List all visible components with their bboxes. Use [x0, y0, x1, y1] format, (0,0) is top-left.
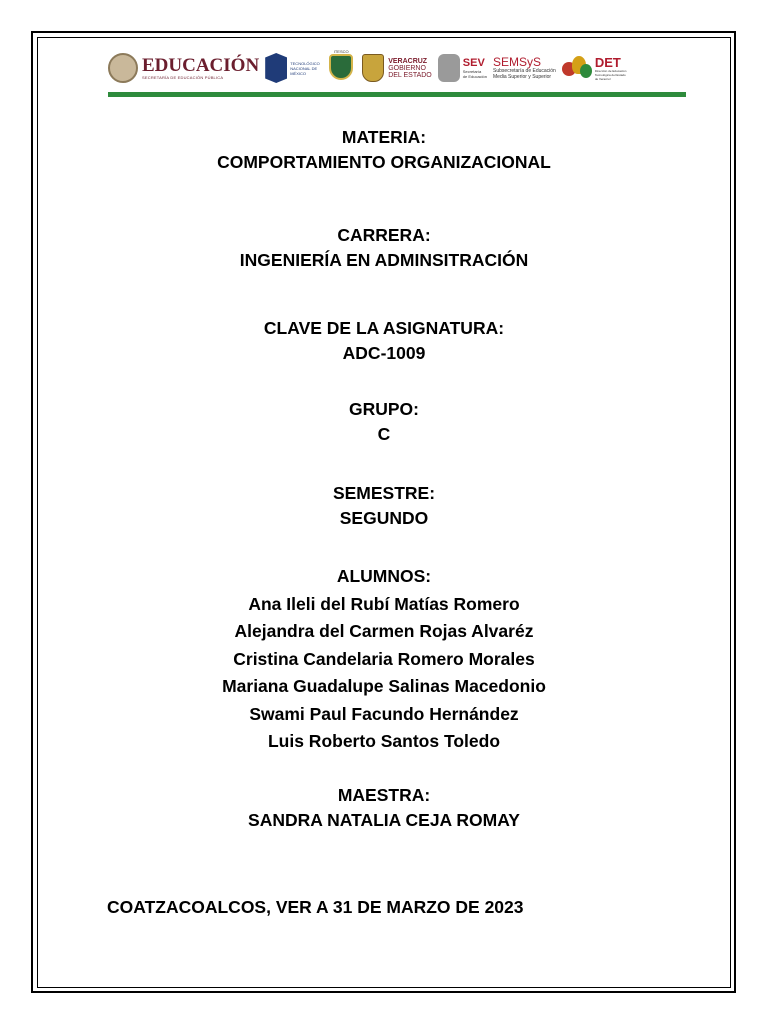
- student-name: Luis Roberto Santos Toledo: [267, 731, 501, 751]
- section-label: CARRERA:: [337, 225, 431, 245]
- det-mark-icon: [562, 54, 592, 82]
- sev-title: SEV: [462, 56, 485, 69]
- section-carrera: [40, 223, 728, 273]
- section-value: SANDRA NATALIA CEJA ROMAY: [248, 810, 520, 830]
- sev-sub-2: de Educación: [462, 73, 488, 79]
- tecnm-logo: [265, 46, 320, 90]
- itesco-label: ITESCO: [333, 49, 349, 54]
- itesco-shield-icon: [329, 54, 353, 80]
- det-logo: [562, 46, 627, 90]
- section-materia: [40, 125, 728, 175]
- educacion-title: EDUCACIÓN: [142, 55, 260, 76]
- det-title: DET: [594, 54, 621, 70]
- logo-banner: [108, 44, 686, 92]
- semsys-logo: [493, 46, 556, 90]
- educacion-subtitle: SECRETARÍA DE EDUCACIÓN PÚBLICA: [142, 75, 224, 80]
- section-label: CLAVE DE LA ASIGNATURA:: [263, 318, 505, 338]
- section-value: INGENIERÍA EN ADMINSITRACIÓN: [239, 250, 529, 270]
- veracruz-line-2: GOBIERNO: [388, 64, 426, 72]
- section-label: MAESTRA:: [337, 785, 431, 805]
- section-semestre: [40, 481, 728, 531]
- header-green-rule: [108, 92, 686, 97]
- tecnm-gear-icon: [265, 53, 287, 83]
- section-alumnos: [40, 563, 728, 756]
- semsys-sub-2: Media Superior y Superior: [493, 74, 552, 80]
- section-value: C: [377, 424, 391, 444]
- section-clave: [40, 316, 728, 366]
- section-value: COMPORTAMIENTO ORGANIZACIONAL: [217, 152, 551, 172]
- student-name: Alejandra del Carmen Rojas Alvaréz: [234, 621, 534, 641]
- sev-sub-1: Secretaría: [462, 68, 482, 74]
- sev-seal-icon: [438, 54, 460, 82]
- section-value: SEGUNDO: [339, 508, 429, 528]
- sep-logo: [108, 46, 259, 90]
- semsys-sub-1: Subsecretaría de Educación: [493, 68, 556, 74]
- place-date: COATZACOALCOS, VER A 31 DE MARZO DE 2023: [107, 897, 524, 917]
- det-subtitle: Dirección de Educación Tecnológica del Estado de Veracruz: [594, 68, 627, 81]
- section-label: ALUMNOS:: [336, 566, 432, 586]
- tecnm-text: TECNOLÓGICO NACIONAL DE MÉXICO: [290, 60, 320, 76]
- student-name: Swami Paul Facundo Hernández: [249, 703, 519, 724]
- veracruz-line-3: DEL ESTADO: [388, 71, 432, 79]
- veracruz-logo: [362, 46, 432, 90]
- section-value: ADC-1009: [342, 343, 426, 363]
- student-name: Cristina Candelaria Romero Morales: [233, 648, 535, 669]
- section-maestra: [40, 783, 728, 833]
- section-label: MATERIA:: [341, 127, 427, 147]
- section-label: SEMESTRE:: [332, 483, 436, 503]
- student-name: Ana Ileli del Rubí Matías Romero: [248, 593, 520, 614]
- section-label: GRUPO:: [349, 399, 419, 419]
- veracruz-line-1: VERACRUZ: [388, 57, 428, 65]
- section-grupo: [40, 397, 728, 447]
- student-name: Mariana Guadalupe Salinas Macedonio: [222, 676, 546, 696]
- semsys-title: SEMSyS: [493, 55, 542, 69]
- sev-logo: [438, 46, 487, 90]
- veracruz-shield-icon: [362, 54, 384, 82]
- mexico-seal-icon: [108, 53, 138, 83]
- itesco-logo: [326, 49, 356, 87]
